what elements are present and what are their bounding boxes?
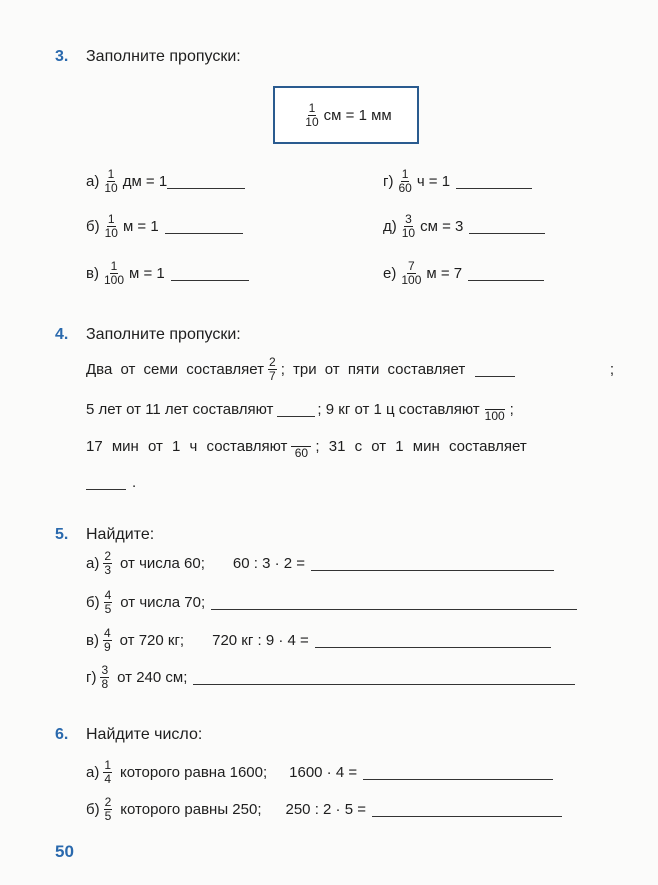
task-3-item-e: е) $\frac{7}{100}$ м = 7: [383, 260, 544, 286]
task-6-title: Найдите число:: [86, 726, 203, 743]
answer-blank[interactable]: [171, 266, 249, 281]
task-5-number: 5.: [55, 526, 69, 543]
task-5-item-d: г) $\frac{3}{8}$ от 240 см;: [86, 664, 575, 690]
task-3-item-g: г) $\frac{1}{60}$ ч = 1: [383, 168, 532, 194]
task-4-line-1: Два от семи составляет $\frac{2}{7}$ ; три от пяти составляет ;: [86, 355, 614, 383]
task-3-item-c: в) $\frac{1}{100}$ м = 1: [86, 260, 249, 286]
answer-blank[interactable]: [372, 802, 562, 817]
rule-text: см = 1 мм: [323, 106, 392, 124]
task-3-item-b: б) $\frac{1}{10}$ м = 1: [86, 213, 243, 239]
fraction-blank[interactable]: 60: [291, 434, 311, 460]
task-6-item-b: б) $\frac{2}{5}$ которого равны 250; 250 : 2 · 5 =: [86, 796, 562, 822]
task-3-item-d: д) $\frac{3}{10}$ см = 3: [383, 213, 545, 239]
task-3-rule-box: [273, 86, 419, 144]
task-5-item-a: а) $\frac{2}{3}$ от числа 60; 60 : 3 · 2 =: [86, 550, 554, 576]
answer-blank[interactable]: [86, 475, 126, 490]
answer-blank[interactable]: [277, 402, 315, 417]
answer-blank[interactable]: [456, 174, 532, 189]
answer-blank[interactable]: [167, 174, 245, 189]
fraction-blank[interactable]: 100: [484, 397, 506, 423]
answer-blank[interactable]: [311, 556, 554, 571]
answer-blank[interactable]: [469, 219, 545, 234]
task-4-line-3: 17 мин от 1 ч составляют 60 ; 31 с от 1 мин составляет: [86, 434, 614, 460]
task-4-line-2: 5 лет от 11 лет составляют ; 9 кг от 1 ц составляют 100 ;: [86, 397, 614, 423]
task-4-title: Заполните пропуски:: [86, 326, 241, 343]
page-number: 50: [55, 842, 74, 861]
task-6-item-a: а) $\frac{1}{4}$ которого равна 1600; 1600 · 4 =: [86, 759, 553, 785]
answer-blank[interactable]: [193, 670, 575, 685]
task-5-item-c: в) $\frac{4}{9}$ от 720 кг; 720 кг : 9 · 4 =: [86, 627, 551, 653]
task-3-item-a: а) $\frac{1}{10}$ дм = 1: [86, 168, 245, 194]
task-4-line-4: .: [86, 474, 136, 491]
task-3-number: 3.: [55, 48, 69, 65]
answer-blank[interactable]: [363, 765, 553, 780]
task-4-number: 4.: [55, 326, 69, 343]
task-5-title: Найдите:: [86, 526, 155, 543]
answer-blank[interactable]: [468, 266, 544, 281]
task-3-title: Заполните пропуски:: [86, 48, 241, 65]
rule-fraction: $\frac{1}{10}$: [305, 100, 319, 129]
answer-blank[interactable]: [475, 362, 515, 377]
task-6-number: 6.: [55, 726, 69, 743]
answer-blank[interactable]: [211, 595, 577, 610]
answer-blank[interactable]: [315, 633, 551, 648]
answer-blank[interactable]: [165, 219, 243, 234]
task-5-item-b: б) $\frac{4}{5}$ от числа 70;: [86, 589, 577, 615]
